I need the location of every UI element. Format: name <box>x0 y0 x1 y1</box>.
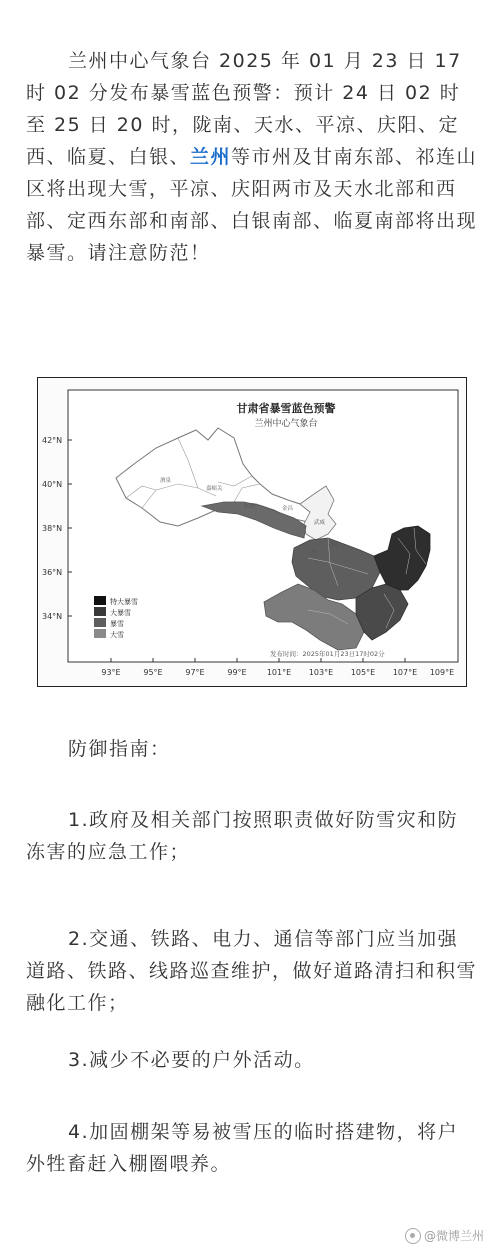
guide-item-2-text: 2.交通、铁路、电力、通信等部门应当加强道路、铁路、线路巡查维护，做好道路清扫和积雪融化工作； <box>26 928 478 1014</box>
guide-item-4 <box>26 1116 478 1180</box>
place-label-zhangye: 张掖 <box>244 504 256 510</box>
lon-label-103: 103°E <box>308 668 334 677</box>
legend-label-1: 特大暴雪 <box>110 598 138 606</box>
map-issue-time: 发布时间：2025年01月23日17时02分 <box>270 650 385 658</box>
lat-label-40: 40°N <box>42 480 63 489</box>
lon-label-109: 109°E <box>429 668 455 677</box>
guide-item-3: 3.减少不必要的户外活动。 <box>68 1049 315 1071</box>
lon-label-107: 107°E <box>392 668 418 677</box>
weibo-icon <box>405 1228 421 1244</box>
legend-swatch-2 <box>94 607 106 616</box>
guide-item-2 <box>26 923 478 1019</box>
place-label-jiayuguan: 嘉峪关 <box>206 486 223 492</box>
lon-label-99: 99°E <box>227 668 247 677</box>
lon-label-101: 101°E <box>266 668 292 677</box>
warning-intro-paragraph <box>26 45 478 269</box>
intro-text-part2: 等市州及甘南东部、祁连山区将出现大雪，平凉、庆阳两市及天水北部和西部、定西东部和南部、白银南部、临夏南部将出现暴雪。请注意防范！ <box>26 146 478 264</box>
map-title: 甘肃省暴雪蓝色预警 <box>236 402 336 415</box>
place-label-wuwei: 武威 <box>314 520 326 526</box>
lanzhou-link[interactable]: 兰州 <box>190 146 232 168</box>
legend-label-4: 大雪 <box>110 631 124 639</box>
lat-label-38: 38°N <box>42 524 63 533</box>
weibo-watermark <box>405 1227 484 1244</box>
legend-label-3: 暴雪 <box>110 620 124 628</box>
guide-item-1-text: 1.政府及相关部门按照职责做好防雪灾和防冻害的应急工作； <box>26 809 459 863</box>
guide-title: 防御指南： <box>68 738 171 760</box>
lon-label-105: 105°E <box>350 668 376 677</box>
intro-text-part1: 兰州中心气象台 2025 年 01 月 23 日 17 时 02 分发布暴雪蓝色预警：预计 24 日 02 时至 25 日 20 时，陇南、天水、平凉、庆阳、定西、临夏、白银、 <box>26 50 462 168</box>
legend-swatch-1 <box>94 596 106 605</box>
lat-tick-labels <box>42 436 62 621</box>
lat-label-42: 42°N <box>42 436 63 445</box>
place-label-jinchang: 金昌 <box>282 506 294 512</box>
map-plot-frame <box>68 390 458 662</box>
lon-label-97: 97°E <box>185 668 205 677</box>
warning-map <box>37 377 467 687</box>
watermark-text: @微博兰州 <box>423 1229 484 1243</box>
place-label-baiyin: 白银 <box>328 542 340 548</box>
place-label-lanzhou: 兰州 <box>306 550 318 556</box>
lon-label-93: 93°E <box>101 668 121 677</box>
lon-label-95: 95°E <box>143 668 163 677</box>
legend-label-2: 大暴雪 <box>110 609 131 617</box>
guide-item-1 <box>26 804 478 868</box>
legend-swatch-3 <box>94 618 106 627</box>
place-label-jiuquan: 酒泉 <box>160 478 172 484</box>
lon-tick-labels <box>101 668 454 677</box>
guide-item-4-text: 4.加固棚架等易被雪压的临时搭建物，将户外牲畜赶入棚圈喂养。 <box>26 1121 459 1175</box>
legend-swatch-4 <box>94 629 106 638</box>
map-subtitle: 兰州中心气象台 <box>254 419 318 429</box>
lat-label-34: 34°N <box>42 612 63 621</box>
lat-label-36: 36°N <box>42 568 63 577</box>
